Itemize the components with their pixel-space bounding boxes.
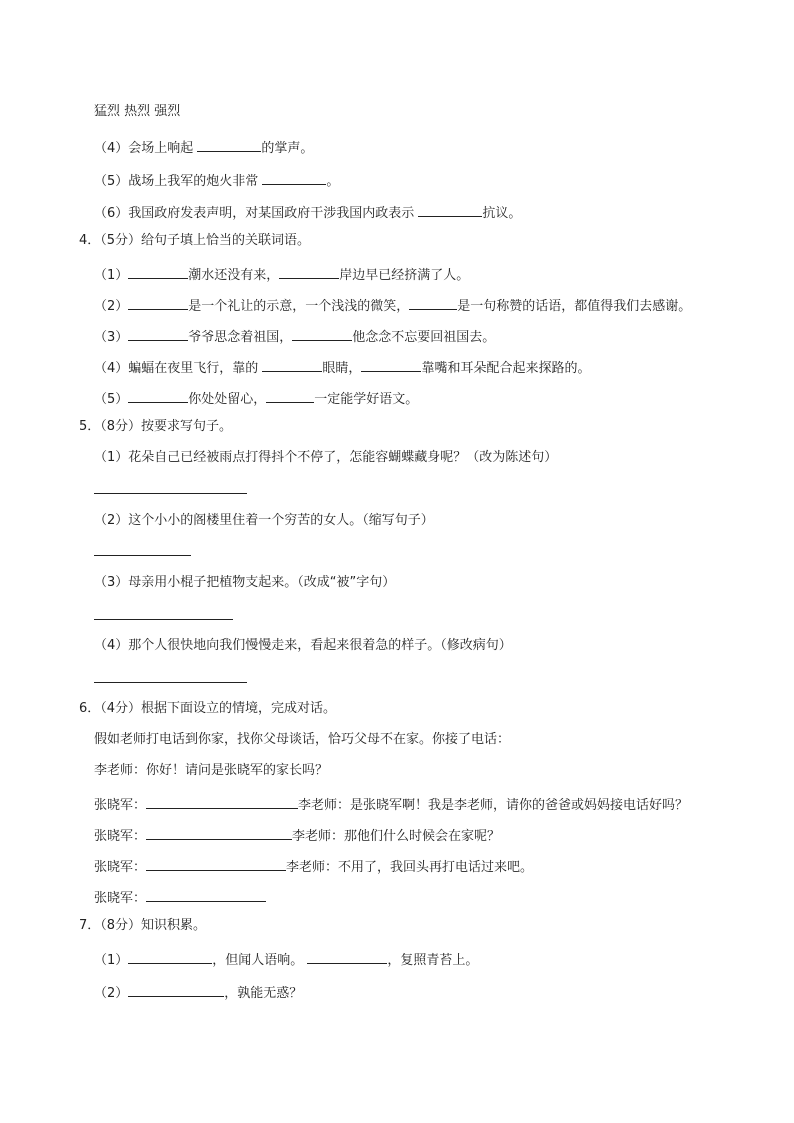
q5-item-4 bbox=[94, 638, 512, 654]
q6-intro: 假如老师打电话到你家，找你父母谈话，恰巧父母不在家。你接了电话： bbox=[94, 732, 511, 747]
q4-item-3 bbox=[94, 326, 495, 346]
q5-header: 5．（8分）按要求写句子。 bbox=[79, 419, 233, 434]
answer-blank[interactable] bbox=[307, 949, 387, 964]
q7-item-1 bbox=[94, 949, 478, 969]
speaker-label: 张晓军： bbox=[94, 891, 147, 906]
item-text: 我国政府发表声明，对某国政府干涉我国内政表示 bbox=[128, 206, 419, 221]
q4-header: 4．（5分）给句子填上恰当的关联词语。 bbox=[79, 233, 311, 248]
item-text: 花朵自己已经被雨点打得抖个不停了，怎能容蝴蝶藏身呢？（改为陈述句） bbox=[128, 450, 558, 465]
item-text: 靠嘴和耳朵配合起来探路的。 bbox=[421, 361, 591, 376]
answer-blank[interactable] bbox=[292, 326, 352, 341]
item-number: （1） bbox=[94, 450, 129, 465]
item-text: 这个小小的阁楼里住着一个穷苦的女人。（缩写句子） bbox=[128, 513, 434, 528]
item-text: 潮水还没有来， bbox=[188, 268, 280, 283]
answer-line[interactable] bbox=[94, 555, 191, 556]
answer-line[interactable] bbox=[94, 682, 247, 683]
item-number: （3） bbox=[94, 575, 129, 590]
item-number: （1） bbox=[94, 953, 129, 968]
item-number: （3） bbox=[94, 330, 129, 345]
item-text: 他念念不忘要回祖国去。 bbox=[352, 330, 496, 345]
item-text: ，复照青苔上。 bbox=[387, 953, 479, 968]
dialog-line bbox=[94, 856, 533, 876]
item-text: 是一个礼让的示意，一个浅浅的微笑， bbox=[188, 299, 410, 314]
answer-blank[interactable] bbox=[146, 794, 298, 809]
q3-item-4 bbox=[94, 137, 313, 157]
teacher-reply: 李老师：那他们什么时候会在家呢？ bbox=[292, 829, 501, 844]
item-text: 眼睛， bbox=[322, 361, 362, 376]
item-text: 的掌声。 bbox=[261, 141, 314, 156]
answer-blank[interactable] bbox=[409, 295, 457, 310]
item-number: （4） bbox=[94, 638, 129, 653]
item-text: 那个人很快地向我们慢慢走来，看起来很着急的样子。（修改病句） bbox=[128, 638, 512, 653]
item-text: 你处处留心， bbox=[188, 392, 267, 407]
item-text: 蝙蝠在夜里飞行，靠的 bbox=[128, 361, 263, 376]
q4-item-5 bbox=[94, 388, 418, 408]
item-text: 抗议。 bbox=[482, 206, 522, 221]
teacher-reply: 李老师：是张晓军啊！我是李老师，请你的爸爸或妈妈接电话好吗？ bbox=[298, 798, 689, 813]
item-text: ，但闻人语响。 bbox=[212, 953, 308, 968]
answer-blank[interactable] bbox=[279, 264, 339, 279]
item-text: 。 bbox=[326, 174, 340, 189]
item-text: 一定能学好语文。 bbox=[314, 392, 419, 407]
item-text: 爷爷思念着祖国， bbox=[188, 330, 293, 345]
item-text: 会场上响起 bbox=[128, 141, 198, 156]
answer-blank[interactable] bbox=[361, 357, 421, 372]
answer-blank[interactable] bbox=[128, 326, 188, 341]
q4-item-4 bbox=[94, 357, 590, 377]
answer-blank[interactable] bbox=[128, 295, 188, 310]
answer-blank[interactable] bbox=[197, 137, 261, 152]
answer-blank[interactable] bbox=[146, 856, 286, 871]
q4-item-1 bbox=[94, 264, 469, 284]
item-text: 岸边早已经挤满了人。 bbox=[339, 268, 470, 283]
answer-blank[interactable] bbox=[128, 264, 188, 279]
item-text: 是一句称赞的话语，都值得我们去感谢。 bbox=[457, 299, 692, 314]
q7-header: 7．（8分）知识积累。 bbox=[79, 918, 207, 933]
item-number: （2） bbox=[94, 513, 129, 528]
item-number: （1） bbox=[94, 268, 129, 283]
answer-line[interactable] bbox=[94, 619, 233, 620]
item-number: （2） bbox=[94, 299, 129, 314]
answer-blank[interactable] bbox=[128, 388, 188, 403]
teacher-reply: 李老师：不用了，我回头再打电话过来吧。 bbox=[286, 860, 534, 875]
dialog-line bbox=[94, 887, 266, 907]
teacher-line: 李老师：你好！请问是张晓军的家长吗？ bbox=[94, 763, 329, 778]
item-text: ，孰能无惑？ bbox=[224, 986, 303, 1001]
item-number: （4） bbox=[94, 361, 129, 376]
item-number: （4） bbox=[94, 141, 129, 156]
item-number: （6） bbox=[94, 206, 129, 221]
q5-item-2 bbox=[94, 513, 434, 529]
dialog-line bbox=[94, 825, 500, 845]
q5-item-3 bbox=[94, 575, 395, 591]
q4-item-2 bbox=[94, 295, 691, 315]
q3-item-6 bbox=[94, 202, 521, 222]
answer-blank[interactable] bbox=[266, 388, 314, 403]
answer-blank[interactable] bbox=[146, 825, 292, 840]
item-text: 母亲用小棍子把植物支起来。（改成“被”字句） bbox=[128, 575, 396, 590]
answer-blank[interactable] bbox=[146, 887, 266, 902]
dialog-line bbox=[94, 794, 688, 814]
item-number: （5） bbox=[94, 174, 129, 189]
item-number: （5） bbox=[94, 392, 129, 407]
q5-item-1 bbox=[94, 450, 557, 466]
q6-header: 6．（4分）根据下面设立的情境，完成对话。 bbox=[79, 701, 337, 716]
item-number: （2） bbox=[94, 986, 129, 1001]
answer-blank[interactable] bbox=[262, 357, 322, 372]
q7-item-2 bbox=[94, 982, 302, 1002]
answer-blank[interactable] bbox=[418, 202, 482, 217]
answer-blank[interactable] bbox=[128, 949, 212, 964]
speaker-label: 张晓军： bbox=[94, 829, 147, 844]
item-text: 战场上我军的炮火非常 bbox=[128, 174, 263, 189]
answer-line[interactable] bbox=[94, 493, 247, 494]
speaker-label: 张晓军： bbox=[94, 860, 147, 875]
speaker-label: 张晓军： bbox=[94, 798, 147, 813]
word-bank: 猛烈 热烈 强烈 bbox=[94, 104, 181, 119]
answer-blank[interactable] bbox=[128, 982, 224, 997]
answer-blank[interactable] bbox=[262, 170, 326, 185]
q3-item-5 bbox=[94, 170, 339, 190]
